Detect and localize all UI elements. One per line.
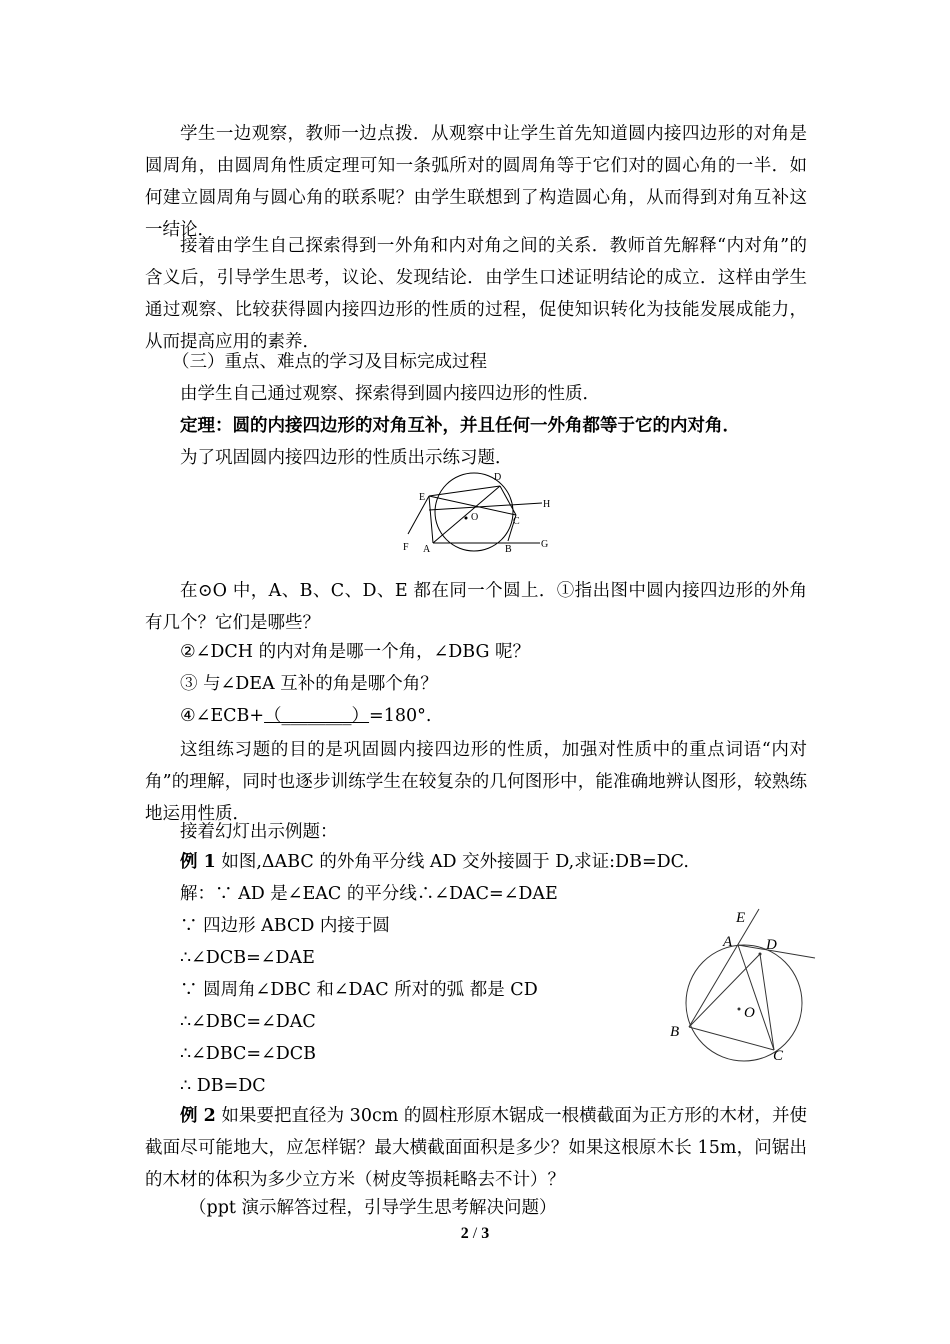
figure2-label-O: O (744, 1005, 755, 1021)
page-separator: / (468, 1225, 482, 1242)
paragraph-purpose: 这组练习题的目的是巩固圆内接四边形的性质，加强对性质中的重点词语“内对角”的理解，同时也逐步训练学生在较复杂的几何图形中，能准确地辨认图形，较熟练地运用性质． (145, 740, 807, 824)
figure1-label-E: E (419, 492, 426, 503)
example-1-label: 例 1 (180, 852, 216, 872)
figure1-line-EA (429, 496, 433, 543)
figure2-label-A: A (723, 934, 733, 950)
figure2-line-BC (689, 1027, 774, 1050)
example-1-step-2: ∵ 四边形 ABCD 内接于圆 (180, 916, 390, 936)
example-2 (145, 1100, 807, 1196)
section-heading: （三）重点、难点的学习及目标完成过程 (172, 352, 487, 372)
figure1-label-F: F (403, 542, 409, 553)
page-total: 3 (481, 1225, 490, 1242)
exercise-intro: 为了巩固圆内接四边形的性质出示练习题． (180, 448, 513, 468)
question-4-prefix: ④∠ECB+ (180, 706, 265, 726)
figure1-center-dot (465, 517, 468, 520)
figure2-label-B: B (670, 1024, 680, 1040)
figure1-label-G: G (541, 539, 549, 550)
figure1-label-C: C (513, 516, 520, 527)
page-number (0, 1225, 950, 1243)
figure-inscribed-quadrilateral (395, 470, 555, 562)
question-2: ②∠DCH 的内对角是哪一个角，∠DBG 呢？ (180, 642, 531, 662)
example-1 (180, 846, 689, 878)
figure1-label-O: O (471, 512, 479, 523)
question-4-suffix: =180°. (369, 706, 432, 726)
example-1-step-1: 解：∵ AD 是∠EAC 的平分线∴∠DAC=∠DAE (180, 884, 558, 904)
question-1: 在⊙O 中，A、B、C、D、E 都在同一个圆上．①指出图中圆内接四边形的外角有几个？它们是哪些？ (145, 581, 807, 633)
figure-triangle-circumcircle (662, 905, 822, 1065)
figure2-label-E: E (736, 910, 746, 926)
example-1-step-6: ∴∠DBC=∠DCB (180, 1044, 317, 1064)
figure2-label-D: D (766, 937, 777, 953)
slide-intro: 接着幻灯出示例题： (180, 822, 338, 842)
figure1-line-CH (429, 503, 542, 510)
paragraph-exploration: 接着由学生自己探索得到一外角和内对角之间的关系．教师首先解释“内对角”的含义后，引导学生思考，议论、发现结论．由学生口述证明结论的成立．这样由学生通过观察、比较获得圆内接四边形的性质的过程，促使知识转化为技能发展成能力，从而提高应用的素养． (145, 236, 807, 352)
example-1-step-7: ∴ DB=DC (180, 1076, 266, 1096)
figure2-label-C: C (773, 1048, 784, 1064)
figure1-label-D: D (494, 472, 502, 483)
figure1-label-B: B (505, 544, 512, 555)
question-3: ③ 与∠DEA 互补的角是哪个角？ (180, 674, 438, 694)
figure2-line-AC (738, 945, 774, 1050)
figure2-line-DC (760, 954, 774, 1050)
figure1-line-DC (500, 486, 516, 515)
example-1-step-5: ∴∠DBC=∠DAC (180, 1012, 316, 1032)
question-4-blank: （________） (264, 706, 370, 726)
question-4 (180, 700, 431, 732)
example-1-text: 如图,ΔABC 的外角平分线 AD 交外接圆于 D,求证:DB=DC. (221, 852, 689, 872)
example-2-text: 如果要把直径为 30cm 的圆柱形原木锯成一根横截面为正方形的木材，并使截面尽可能地大，应怎样锯？最大横截面面积是多少？如果这根原木长 15m，问锯出的木材的体积为多少立方米（树皮等损耗略去不计）？ (145, 1106, 807, 1190)
paragraph-observation: 学生一边观察，教师一边点拨．从观察中让学生首先知道圆内接四边形的对角是圆周角，由圆周角性质定理可知一条弧所对的圆周角等于它们对的圆心角的一半．如何建立圆周角与圆心角的联系呢？由学生联想到了构造圆心角，从而得到对角互补这一结论． (145, 124, 807, 240)
theorem: 定理：圆的内接四边形的对角互补，并且任何一外角都等于它的内对角． (180, 416, 740, 436)
figure1-label-A: A (423, 544, 431, 555)
intro-line: 由学生自己通过观察、探索得到圆内接四边形的性质． (180, 384, 600, 404)
page-current: 2 (460, 1225, 469, 1242)
figure1-label-H: H (543, 499, 551, 510)
figure2-point-D (759, 953, 762, 956)
figure2-center-dot (738, 1008, 741, 1011)
example-1-step-4: ∵ 圆周角∠DBC 和∠DAC 所对的弧 都是 CD (180, 980, 538, 1000)
example-1-step-3: ∴∠DCB=∠DAE (180, 948, 315, 968)
figure1-line-AD (433, 486, 500, 543)
example-2-label: 例 2 (180, 1106, 216, 1126)
ppt-note: （ppt 演示解答过程，引导学生思考解决问题） (189, 1198, 557, 1218)
